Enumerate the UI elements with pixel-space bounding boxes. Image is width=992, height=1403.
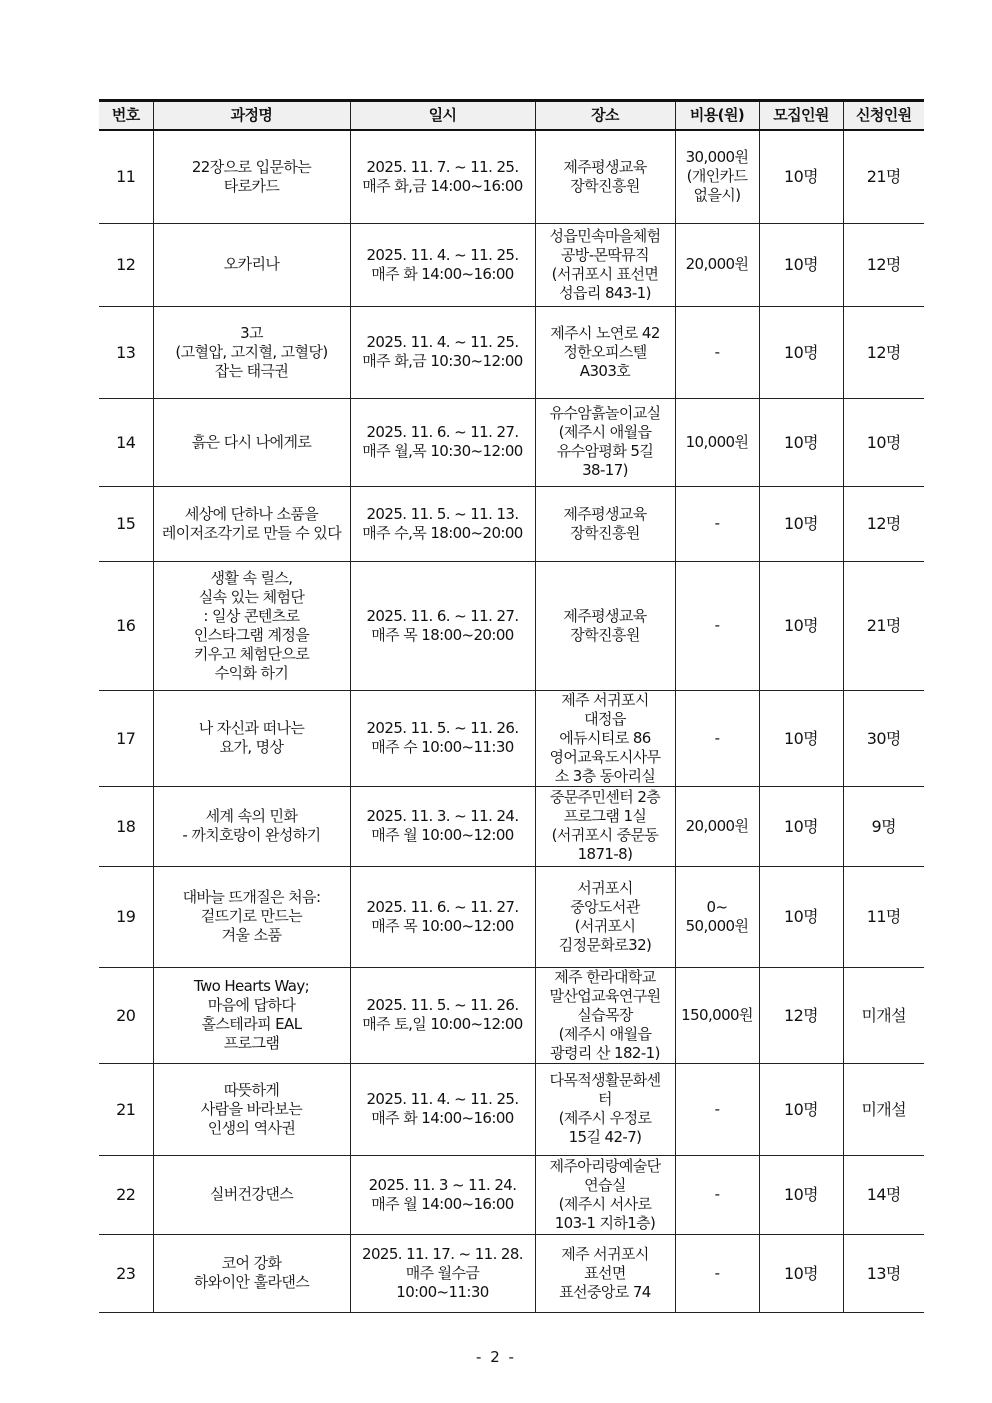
capacity: 10명: [759, 130, 843, 223]
schedule: 2025. 11. 3 ~ 11. 24. 매주 월 14:00~16:00: [350, 1155, 535, 1234]
program-table: [99, 99, 924, 1313]
table-row: [99, 967, 924, 1063]
capacity: 10명: [759, 398, 843, 486]
table-row: [99, 786, 924, 866]
schedule: 2025. 11. 5. ~ 11. 26. 매주 수 10:00~11:30: [350, 690, 535, 786]
row-number: 23: [99, 1234, 153, 1312]
cost: 30,000원 (개인카드 없을시): [675, 130, 759, 223]
course-name: 실버건강댄스: [153, 1155, 350, 1234]
course-name: 나 자신과 떠나는 요가, 명상: [153, 690, 350, 786]
capacity: 10명: [759, 866, 843, 967]
table-row: [99, 561, 924, 690]
table-row: [99, 1063, 924, 1155]
applicants: 13명: [843, 1234, 924, 1312]
capacity: 10명: [759, 690, 843, 786]
cost: -: [675, 1155, 759, 1234]
location: 성읍민속마을체험 공방-몬딱뮤직 (서귀포시 표선면 성읍리 843-1): [535, 223, 675, 306]
capacity: 10명: [759, 1155, 843, 1234]
location: 제주아리랑예술단 연습실 (제주시 서사로 103-1 지하1층): [535, 1155, 675, 1234]
applicants: 21명: [843, 130, 924, 223]
applicants: 미개설: [843, 1063, 924, 1155]
schedule: 2025. 11. 6. ~ 11. 27. 매주 목 18:00~20:00: [350, 561, 535, 690]
location: 제주평생교육 장학진흥원: [535, 130, 675, 223]
schedule: 2025. 11. 4. ~ 11. 25. 매주 화 14:00~16:00: [350, 1063, 535, 1155]
capacity: 12명: [759, 967, 843, 1063]
location: 제주평생교육 장학진흥원: [535, 486, 675, 561]
row-number: 15: [99, 486, 153, 561]
capacity: 10명: [759, 1234, 843, 1312]
cost: 20,000원: [675, 223, 759, 306]
row-number: 12: [99, 223, 153, 306]
header-location: 장소: [535, 101, 675, 131]
capacity: 10명: [759, 223, 843, 306]
table-row: [99, 398, 924, 486]
location: 제주평생교육 장학진흥원: [535, 561, 675, 690]
course-name: 세상에 단하나 소품을 레이저조각기로 만들 수 있다: [153, 486, 350, 561]
row-number: 21: [99, 1063, 153, 1155]
course-name: 따뜻하게 사람을 바라보는 인생의 역사권: [153, 1063, 350, 1155]
cost: 20,000원: [675, 786, 759, 866]
header-schedule: 일시: [350, 101, 535, 131]
header-applicants: 신청인원: [843, 101, 924, 131]
capacity: 10명: [759, 486, 843, 561]
cost: -: [675, 306, 759, 398]
capacity: 10명: [759, 786, 843, 866]
header-capacity: 모집인원: [759, 101, 843, 131]
cost: -: [675, 1063, 759, 1155]
schedule: 2025. 11. 7. ~ 11. 25. 매주 화,금 14:00~16:00: [350, 130, 535, 223]
course-name: 코어 강화 하와이안 훌라댄스: [153, 1234, 350, 1312]
schedule: 2025. 11. 5. ~ 11. 26. 매주 토,일 10:00~12:00: [350, 967, 535, 1063]
course-name: 흙은 다시 나에게로: [153, 398, 350, 486]
cost: 10,000원: [675, 398, 759, 486]
table-row: [99, 486, 924, 561]
cost: -: [675, 561, 759, 690]
table-row: [99, 130, 924, 223]
capacity: 10명: [759, 561, 843, 690]
row-number: 16: [99, 561, 153, 690]
course-name: 대바늘 뜨개질은 처음: 겉뜨기로 만드는 겨울 소품: [153, 866, 350, 967]
location: 유수암흙놀이교실 (제주시 애월읍 유수암평화 5길 38-17): [535, 398, 675, 486]
applicants: 미개설: [843, 967, 924, 1063]
location: 제주 서귀포시 대정읍 에듀시티로 86 영어교육도시사무 소 3층 동아리실: [535, 690, 675, 786]
table-row: [99, 1234, 924, 1312]
schedule: 2025. 11. 6. ~ 11. 27. 매주 목 10:00~12:00: [350, 866, 535, 967]
course-name: 3고 (고혈압, 고지혈, 고혈당) 잡는 태극권: [153, 306, 350, 398]
schedule: 2025. 11. 5. ~ 11. 13. 매주 수,목 18:00~20:00: [350, 486, 535, 561]
row-number: 14: [99, 398, 153, 486]
header-number: 번호: [99, 101, 153, 131]
course-name: 세계 속의 민화 - 까치호랑이 완성하기: [153, 786, 350, 866]
applicants: 12명: [843, 486, 924, 561]
row-number: 20: [99, 967, 153, 1063]
capacity: 10명: [759, 306, 843, 398]
applicants: 9명: [843, 786, 924, 866]
cost: -: [675, 486, 759, 561]
applicants: 10명: [843, 398, 924, 486]
table-row: [99, 866, 924, 967]
course-name: 22장으로 입문하는 타로카드: [153, 130, 350, 223]
schedule: 2025. 11. 6. ~ 11. 27. 매주 월,목 10:30~12:00: [350, 398, 535, 486]
course-name: Two Hearts Way; 마음에 답하다 홀스테라피 EAL 프로그램: [153, 967, 350, 1063]
table-row: [99, 1155, 924, 1234]
header-cost: 비용(원): [675, 101, 759, 131]
schedule: 2025. 11. 17. ~ 11. 28. 매주 월수금 10:00~11:30: [350, 1234, 535, 1312]
location: 중문주민센터 2층 프로그램 1실 (서귀포시 중문동 1871-8): [535, 786, 675, 866]
table-header: [99, 101, 924, 131]
location: 제주 한라대학교 말산업교육연구원 실습목장 (제주시 애월읍 광령리 산 182-1): [535, 967, 675, 1063]
page-number: - 2 -: [476, 1348, 516, 1366]
applicants: 21명: [843, 561, 924, 690]
cost: 0~ 50,000원: [675, 866, 759, 967]
course-name: 생활 속 릴스, 실속 있는 체험단 : 일상 콘텐츠로 인스타그램 계정을 키우고 체험단으로 수익화 하기: [153, 561, 350, 690]
table-row: [99, 690, 924, 786]
row-number: 13: [99, 306, 153, 398]
header-course-name: 과정명: [153, 101, 350, 131]
table-row: [99, 306, 924, 398]
schedule: 2025. 11. 3. ~ 11. 24. 매주 월 10:00~12:00: [350, 786, 535, 866]
applicants: 30명: [843, 690, 924, 786]
applicants: 14명: [843, 1155, 924, 1234]
cost: -: [675, 690, 759, 786]
cost: 150,000원: [675, 967, 759, 1063]
applicants: 12명: [843, 223, 924, 306]
row-number: 11: [99, 130, 153, 223]
table-row: [99, 223, 924, 306]
capacity: 10명: [759, 1063, 843, 1155]
schedule: 2025. 11. 4. ~ 11. 25. 매주 화 14:00~16:00: [350, 223, 535, 306]
course-name: 오카리나: [153, 223, 350, 306]
location: 제주 서귀포시 표선면 표선중앙로 74: [535, 1234, 675, 1312]
row-number: 19: [99, 866, 153, 967]
location: 다목적생활문화센 터 (제주시 우정로 15길 42-7): [535, 1063, 675, 1155]
applicants: 12명: [843, 306, 924, 398]
row-number: 17: [99, 690, 153, 786]
schedule: 2025. 11. 4. ~ 11. 25. 매주 화,금 10:30~12:00: [350, 306, 535, 398]
row-number: 22: [99, 1155, 153, 1234]
row-number: 18: [99, 786, 153, 866]
cost: -: [675, 1234, 759, 1312]
location: 제주시 노연로 42 정한오피스텔 A303호: [535, 306, 675, 398]
location: 서귀포시 중앙도서관 (서귀포시 김정문화로32): [535, 866, 675, 967]
applicants: 11명: [843, 866, 924, 967]
